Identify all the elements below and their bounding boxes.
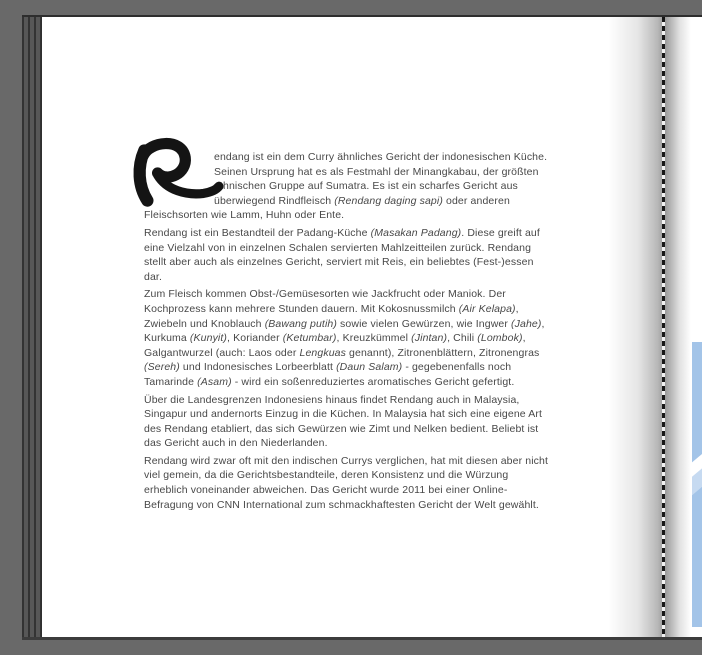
page-bottom-edge: [22, 637, 702, 640]
right-page-sliver: [665, 17, 702, 637]
gutter-shadow: [608, 17, 663, 637]
paragraph: Zum Fleisch kommen Obst-/Gemüsesorten wie Jackfrucht oder Maniok. Der Kochprozess kann mehrere Stunden dauern. Mit Kokosnussmilch (Air Kelapa), Zwiebeln und Knoblauch (Bawang putih) sowie vielen Gewürzen, wie Ingwer (Jahe), Kurkuma (Kunyit), Koriander (Ketumbar), Kreuzkümmel (Jintan), Chili (Lombok), Galgantwurzel (auch: Laos oder Lengkuas genannt), Zitronenblättern, Zitronengras (Sereh) und Indonesisches Lorbeerblatt (Daun Salam) - gegebenenfalls noch Tamarinde (Asam) - wird ein soßenreduziertes aromatisches Gericht gefertigt.: [144, 288, 545, 388]
next-page-graphic: [692, 342, 702, 627]
right-gutter-shadow: [665, 17, 691, 637]
paragraph: Über die Landesgrenzen Indonesiens hinaus findet Rendang auch in Malaysia, Singapur und andernorts Einzug in die Küchen. In Malaysia hat sich eine eigene Art des Rendang etabliert, das sich Gewürzen wie Zimt und Nelken bedient. Beliebt ist das Gericht auch in den Niederlanden.: [144, 393, 543, 450]
drop-cap-letter-r-icon: [130, 142, 222, 208]
paragraph: Rendang wird zwar oft mit den indischen Currys verglichen, hat mit diesen aber nicht viel gemein, da die Gerichtsbestandteile, deren Konsistenz und die Würzung erheblich voneinander abweichen. Das Gericht wurde 2011 bei einer Online-Befragung von CNN International zum schmackhaftesten Gericht der Welt gewählt.: [144, 454, 549, 511]
page-fold-dashed-line: [662, 17, 665, 637]
paragraph: endang ist ein dem Curry ähnliches Gericht der indonesischen Küche. Seinen Ursprung hat es als Festmahl der Minangkabau, der größten ethnischen Gruppe auf Sumatra. Es ist ein scharfes Gericht aus überwiegend Rindfleisch (Rendang daging sapi) oder anderen Fleischsorten wie Lamm, Huhn oder Ente.: [144, 151, 548, 222]
drop-cap: [144, 150, 214, 200]
book-binding-edge: [22, 17, 41, 637]
paragraph: Rendang ist ein Bestandteil der Padang-Küche (Masakan Padang). Diese greift auf eine Vielzahl von in einzelnen Schalen servierten Mahlzeitteilen zurück. Rendang stellt aber auch als einzelnes Gericht, serviert mit Reis, ein beliebtes (Fest-)essen dar.: [144, 226, 540, 283]
article-text-block: [144, 150, 552, 515]
left-page: [41, 17, 663, 637]
book-spread: [22, 15, 702, 640]
page-top-edge: [22, 15, 702, 17]
